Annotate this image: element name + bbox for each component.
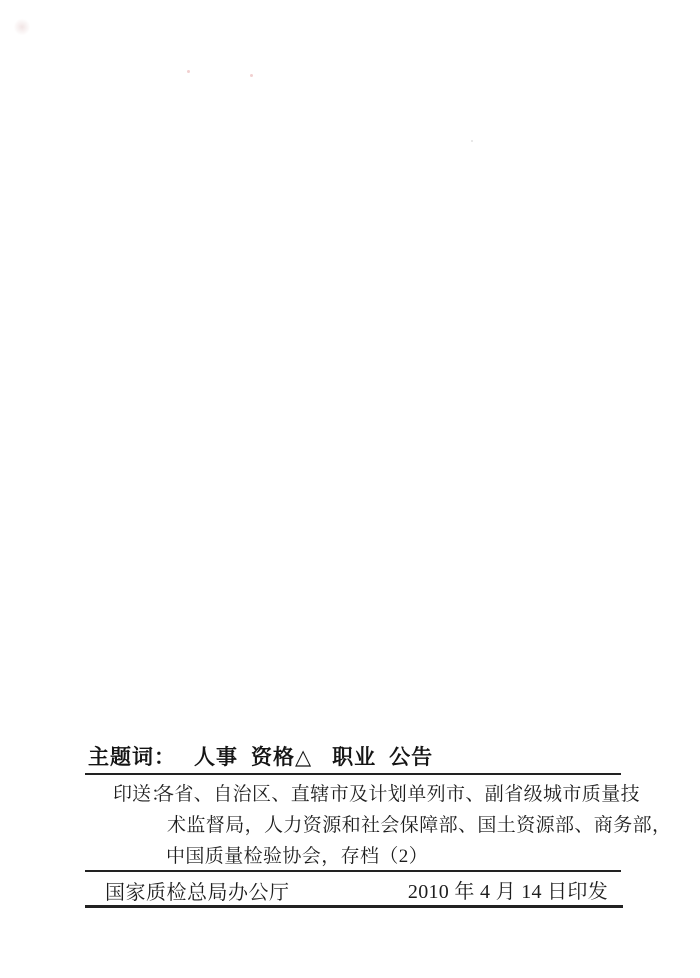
subject-keyword: 人事 (194, 746, 238, 769)
distribution-label: 印送： (113, 784, 171, 805)
subject-keyword: 资格△ (251, 746, 313, 769)
subject-keyword: 公告 (389, 746, 434, 769)
distribution-divider-rule (85, 870, 621, 872)
scan-speck (250, 74, 253, 77)
distribution-line: 各省、自治区、直辖市及计划单列市、副省级城市质量技 (155, 784, 641, 805)
scan-speck (187, 70, 190, 73)
distribution-line: 中国质量检验协会，存档（2） (166, 846, 429, 867)
scan-speck (471, 140, 473, 142)
issuing-office: 国家质检总局办公厅 (105, 882, 290, 904)
bottom-rule (85, 905, 623, 908)
subject-keyword: 职业 (332, 746, 377, 769)
scan-smudge (14, 18, 30, 36)
subject-label: 主题词： (88, 746, 176, 769)
subject-divider-rule (85, 773, 621, 775)
print-date: 2010 年 4 月 14 日印发 (407, 881, 608, 903)
subject-keywords-line (88, 745, 433, 771)
distribution-line: 术监督局，人力资源和社会保障部、国土资源部、商务部， (167, 815, 672, 836)
